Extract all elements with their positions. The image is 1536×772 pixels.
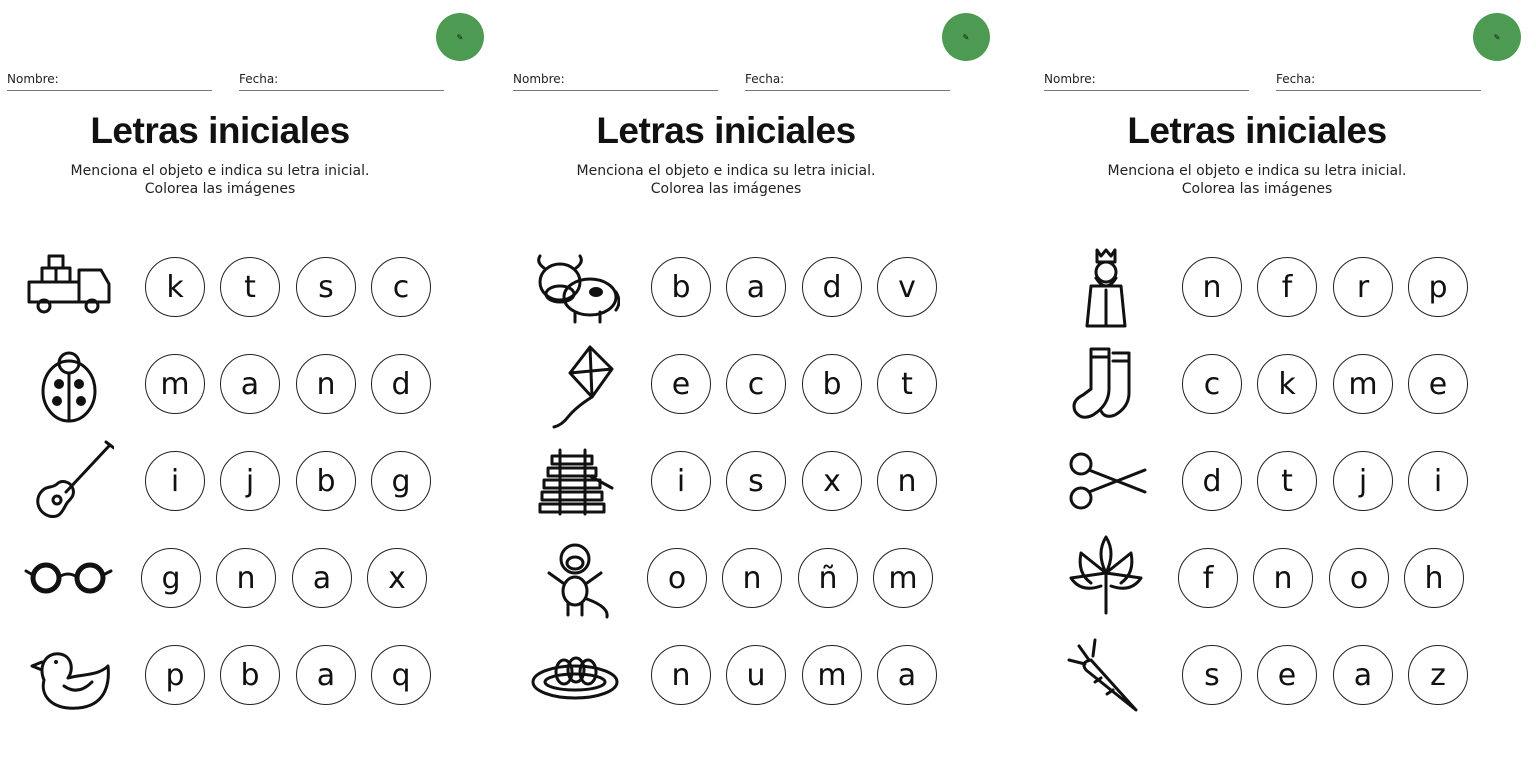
monkey-icon (530, 533, 620, 623)
xylophone-icon (530, 436, 620, 526)
letter-option[interactable]: p (145, 645, 205, 705)
letter-option[interactable]: k (145, 257, 205, 317)
nombre-label: Nombre: (7, 72, 59, 86)
pencil-icon: ✎ (456, 32, 464, 42)
letter-option[interactable]: r (1333, 257, 1393, 317)
leaf-icon (1061, 533, 1151, 623)
duck-icon (24, 630, 114, 720)
letter-option[interactable]: n (877, 451, 937, 511)
exercise-row (0, 252, 512, 322)
letter-option[interactable]: n (722, 548, 782, 608)
letter-option[interactable]: n (1182, 257, 1242, 317)
fecha-label: Fecha: (239, 72, 279, 86)
glasses-icon (24, 533, 114, 623)
letter-option[interactable]: s (1182, 645, 1242, 705)
letter-option[interactable]: a (296, 645, 356, 705)
letter-option[interactable]: q (371, 645, 431, 705)
letter-option[interactable]: m (1333, 354, 1393, 414)
letter-option[interactable]: c (1182, 354, 1242, 414)
guitar-icon (24, 436, 114, 526)
instruction-2: Colorea las imágenes (1181, 181, 1333, 197)
letter-option[interactable]: i (1408, 451, 1468, 511)
letter-option[interactable]: a (726, 257, 786, 317)
letter-option[interactable]: d (1182, 451, 1242, 511)
cow-icon (530, 242, 620, 332)
carrot-icon (1061, 630, 1151, 720)
letter-option[interactable]: t (877, 354, 937, 414)
exercise-row (0, 640, 512, 710)
letter-option[interactable]: a (877, 645, 937, 705)
instruction-2: Colorea las imágenes (650, 181, 802, 197)
letter-option[interactable]: j (220, 451, 280, 511)
socks-icon (1061, 339, 1151, 429)
page-title: Letras iniciales (596, 110, 856, 151)
instruction-2: Colorea las imágenes (144, 181, 296, 197)
letter-option[interactable]: e (651, 354, 711, 414)
letter-option[interactable]: i (651, 451, 711, 511)
fecha-field[interactable] (1276, 72, 1481, 91)
exercise-row (1037, 252, 1536, 322)
instruction-1: Menciona el objeto e indica su letra inicial. (576, 163, 876, 179)
exercise-row (506, 543, 1018, 613)
ladybug-icon (24, 339, 114, 429)
nombre-label: Nombre: (1044, 72, 1096, 86)
letter-option[interactable]: k (1257, 354, 1317, 414)
exercise-row (0, 349, 512, 419)
nombre-field[interactable] (7, 72, 212, 91)
letter-option[interactable]: n (651, 645, 711, 705)
king-icon (1061, 242, 1151, 332)
page-title: Letras iniciales (90, 110, 350, 151)
letter-option[interactable]: a (220, 354, 280, 414)
exercise-row (0, 446, 512, 516)
pencil-icon: ✎ (1493, 32, 1501, 42)
logo (1473, 13, 1521, 61)
exercise-row (1037, 349, 1536, 419)
letter-option[interactable]: g (141, 548, 201, 608)
letter-option[interactable]: f (1257, 257, 1317, 317)
letter-option[interactable]: j (1333, 451, 1393, 511)
logo (942, 13, 990, 61)
letter-option[interactable]: s (726, 451, 786, 511)
nombre-field[interactable] (513, 72, 718, 91)
letter-option[interactable]: o (647, 548, 707, 608)
scissors-icon (1061, 436, 1151, 526)
letter-option[interactable]: p (1408, 257, 1468, 317)
letter-option[interactable]: t (1257, 451, 1317, 511)
fecha-label: Fecha: (1276, 72, 1316, 86)
worksheet-3 (1037, 0, 1536, 772)
instruction-1: Menciona el objeto e indica su letra inicial. (70, 163, 370, 179)
exercise-row (0, 543, 512, 613)
nombre-field[interactable] (1044, 72, 1249, 91)
letter-option[interactable]: d (371, 354, 431, 414)
letter-option[interactable]: b (220, 645, 280, 705)
letter-option[interactable]: d (802, 257, 862, 317)
truck-icon (24, 242, 114, 332)
letter-option[interactable]: m (873, 548, 933, 608)
letter-option[interactable]: c (371, 257, 431, 317)
letter-option[interactable]: x (802, 451, 862, 511)
kite-icon (530, 339, 620, 429)
letter-option[interactable]: b (802, 354, 862, 414)
exercise-row (1037, 640, 1536, 710)
letter-option[interactable]: f (1178, 548, 1238, 608)
nombre-label: Nombre: (513, 72, 565, 86)
letter-option[interactable]: a (1333, 645, 1393, 705)
fecha-field[interactable] (239, 72, 444, 91)
letter-option[interactable]: e (1257, 645, 1317, 705)
letter-option[interactable]: u (726, 645, 786, 705)
letter-option[interactable]: a (292, 548, 352, 608)
letter-option[interactable]: x (367, 548, 427, 608)
logo (436, 13, 484, 61)
exercise-row (506, 446, 1018, 516)
letter-option[interactable]: m (145, 354, 205, 414)
letter-option[interactable]: n (1253, 548, 1313, 608)
letter-option[interactable]: m (802, 645, 862, 705)
letter-option[interactable]: i (145, 451, 205, 511)
pencil-icon: ✎ (962, 32, 970, 42)
worksheet-2 (506, 0, 1018, 772)
letter-option[interactable]: n (216, 548, 276, 608)
letter-option[interactable]: t (220, 257, 280, 317)
letter-option[interactable]: g (371, 451, 431, 511)
exercise-row (506, 349, 1018, 419)
letter-option[interactable]: b (296, 451, 356, 511)
letter-option[interactable]: h (1404, 548, 1464, 608)
letter-option[interactable]: n (296, 354, 356, 414)
instruction-1: Menciona el objeto e indica su letra inicial. (1107, 163, 1407, 179)
letter-option[interactable]: b (651, 257, 711, 317)
exercise-row (506, 640, 1018, 710)
letter-option[interactable]: z (1408, 645, 1468, 705)
fecha-field[interactable] (745, 72, 950, 91)
fecha-label: Fecha: (745, 72, 785, 86)
letter-option[interactable]: c (726, 354, 786, 414)
exercise-row (1037, 446, 1536, 516)
exercise-row (506, 252, 1018, 322)
page-title: Letras iniciales (1127, 110, 1387, 151)
nest-icon (530, 630, 620, 720)
worksheet-1 (0, 0, 512, 772)
letter-option[interactable]: s (296, 257, 356, 317)
letter-option[interactable]: ñ (798, 548, 858, 608)
letter-option[interactable]: v (877, 257, 937, 317)
letter-option[interactable]: e (1408, 354, 1468, 414)
exercise-row (1037, 543, 1536, 613)
letter-option[interactable]: o (1329, 548, 1389, 608)
